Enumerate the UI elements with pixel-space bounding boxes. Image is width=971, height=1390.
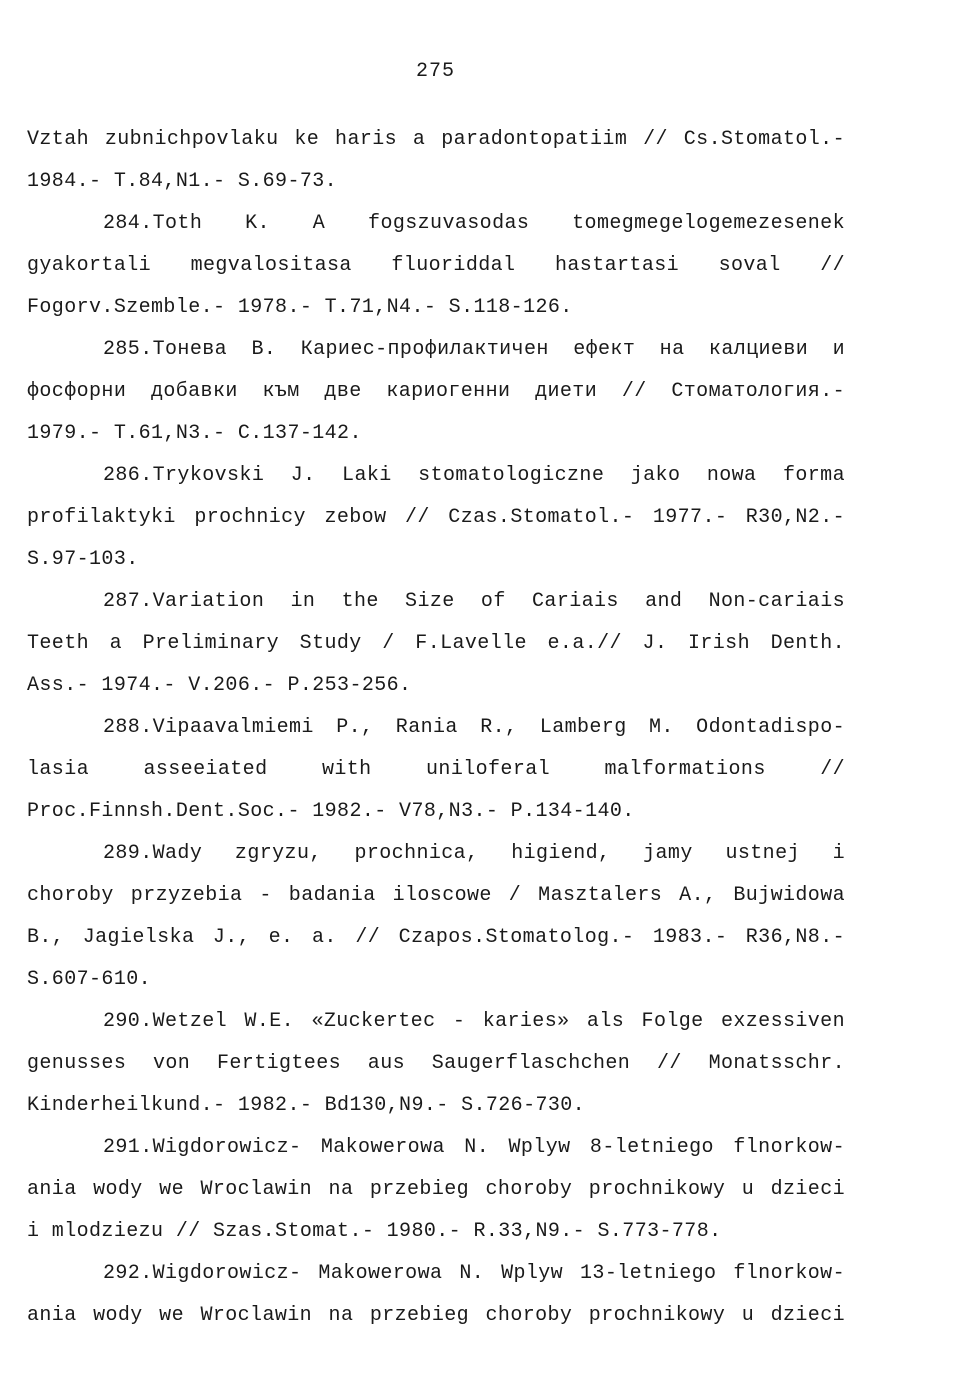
text-line: Vztah zubnichpovlaku ke haris a paradontopatiim // Cs.Stomatol.- (27, 128, 845, 151)
text-line: ania wody we Wroclawin na przebieg choroby prochnikowy u dzieci (27, 1304, 845, 1327)
text-line: Ass.- 1974.- V.206.- P.253-256. (27, 674, 412, 697)
text-line: 1979.- T.61,N3.- C.137-142. (27, 422, 362, 445)
text-line: Teeth a Preliminary Study / F.Lavelle e.a.// J. Irish Denth. (27, 632, 845, 655)
text-line: genusses von Fertigtees aus Saugerflaschchen // Monatsschr. (27, 1052, 845, 1075)
text-line: Kinderheilkund.- 1982.- Bd130,N9.- S.726-730. (27, 1094, 586, 1117)
text-line: choroby przyzebia - badania iloscowe / Masztalers A., Bujwidowa (27, 884, 845, 907)
text-line: gyakortali megvalositasa fluoriddal hastartasi soval // (27, 254, 845, 277)
text-line: lasia asseeiated with uniloferal malformations // (27, 758, 845, 781)
text-line: 292.Wigdorowicz- Makowerowa N. Wplyw 13-letniego flnorkow- (103, 1262, 845, 1285)
text-line: 290.Wetzel W.E. «Zuckertec - karies» als Folge exzessiven (103, 1010, 845, 1033)
text-line: 1984.- T.84,N1.- S.69-73. (27, 170, 338, 193)
text-line: Fogorv.Szemble.- 1978.- T.71,N4.- S.118-126. (27, 296, 573, 319)
text-line: i mlodziezu // Szas.Stomat.- 1980.- R.33,N9.- S.773-778. (27, 1220, 722, 1243)
text-line: 291.Wigdorowicz- Makowerowa N. Wplyw 8-letniego flnorkow- (103, 1136, 845, 1159)
text-line: фосфорни добавки към две кариогенни диети // Стоматология.- (27, 380, 845, 403)
text-line: 284.Toth K. A fogszuvasodas tomegmegelogemezesenek (103, 212, 845, 235)
text-line: 289.Wady zgryzu, prochnica, higiend, jamy ustnej i (103, 842, 845, 865)
text-line: B., Jagielska J., e. a. // Czapos.Stomatolog.- 1983.- R36,N8.- (27, 926, 845, 949)
text-line: 286.Trykovski J. Laki stomatologiczne jako nowa forma (103, 464, 845, 487)
text-line: 285.Тонева В. Кариес-профилактичен ефект на калциеви и (103, 338, 845, 361)
text-line: Proc.Finnsh.Dent.Soc.- 1982.- V78,N3.- P.134-140. (27, 800, 635, 823)
text-line: S.607-610. (27, 968, 152, 991)
text-line: profilaktyki prochnicy zebow // Czas.Stomatol.- 1977.- R30,N2.- (27, 506, 845, 529)
page-number: 275 (415, 60, 455, 83)
text-line: S.97-103. (27, 548, 139, 571)
text-line: ania wody we Wroclawin na przebieg choroby prochnikowy u dzieci (27, 1178, 845, 1201)
text-line: 287.Variation in the Size of Cariais and Non-cariais (103, 590, 845, 613)
text-line: 288.Vipaavalmiemi P., Rania R., Lamberg M. Odontadispo- (103, 716, 845, 739)
